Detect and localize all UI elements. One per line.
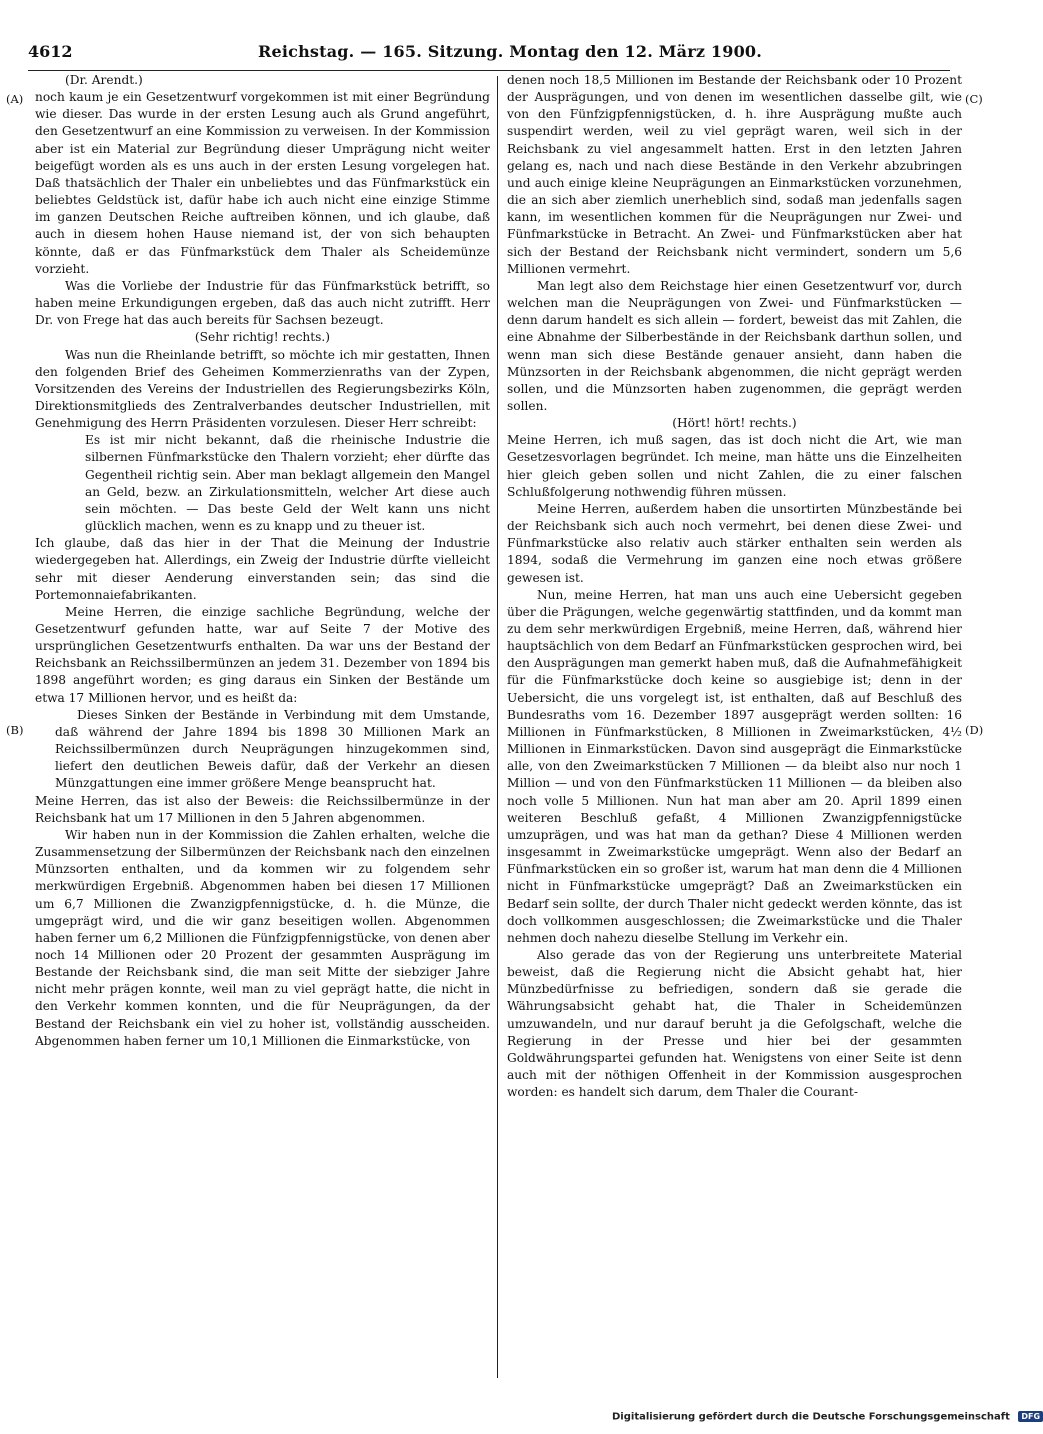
paragraph: Meine Herren, ich muß sagen, das ist doch nicht die Art, wie man Gesetzesvorlagen begründet. Ich meine, man hätte uns die Einzelheiten hier gleich geben sollen und nicht Zahlen, die zu einer falschen Schlußfolgerung nothwendig führen müssen. [507, 433, 962, 499]
quoted-motive: Dieses Sinken der Bestände in Verbindung mit dem Umstande, daß während der Jahre 1894 bis 1898 30 Millionen Mark an Reichssilbermünzen durch Neuprägungen hinzugekommen sind, liefert den deutlichen Beweis dafür, daß der Verkehr an diesen Münzgattungen eine immer größere Menge beansprucht hat. [55, 707, 490, 791]
speaker-label: (Dr. Arendt.) [65, 73, 143, 87]
paragraph: Wir haben nun in der Kommission die Zahlen erhalten, welche die Zusammensetzung der Silbermünzen der Reichsbank nach den einzelnen Münzsorten enthalten, und da kommen wir zu folgendem sehr merkwürdigen Ergebniß. Abgenommen haben bei diesen 17 Millionen um 6,7 Millionen die Zwanzigpfennigstücke, d. h. die Münze, die umgeprägt wird, und die wir ganz beseitigen wollen. Abgenommen haben ferner um 6,2 Millionen die Fünfzigpfennigstücke, von denen aber noch 14 Millionen oder 20 Prozent der gesammten Ausprägung im Bestande der Reichsbank sind, die man seit Mitte der siebziger Jahre nicht mehr prägen konnte, weil man zu viel geprägt hatte, die nicht in den Verkehr kommen konnten, und die für Neuprägungen, da der Bestand der Reichsbank ein viel zu hoher ist, vollständig ausscheiden. Abgenommen haben ferner um 10,1 Millionen die Einmarkstücke, von [35, 827, 490, 1048]
paragraph: denen noch 18,5 Millionen im Bestande der Reichsbank oder 10 Prozent der Ausprägungen, und von denen im wesentlichen dasselbe gilt, wie von den Fünfzigpfennigstücken, d. h. ihre Ausprägung mußte auch suspendirt werden, weil zu viel geprägt waren, weil sich in der Reichsbank zu viel angesammelt hatten. Erst in den letzten Jahren gelang es, nach und nach diese Bestände in den Verkehr abzubringen und auch einige kleine Neuprägungen an Einmarkstücken vorzunehmen, die an sich aber ziemlich unerheblich sind, sodaß man jedenfalls sagen kann, im wesentlichen kommen für die Neuprägungen nur Zwei- und Fünfmarkstücke in Betracht. An Zwei- und Fünfmarkstücken aber hat sich der Bestand der Reichsbank nicht vermindert, sondern um 5,6 Millionen vermehrt. [507, 73, 962, 276]
column-divider [497, 76, 498, 1378]
interjection: (Hört! hört! rechts.) [672, 416, 797, 431]
header-rule [28, 70, 950, 71]
paragraph: Ich glaube, daß das hier in der That die Meinung der Industrie wiedergegeben hat. Allerdings, ein Zweig der Industrie dürfte vielleicht sehr mit dieser Aenderung einverstanden sein; das sind die Portemonnaiefabrikanten. [35, 536, 490, 602]
quoted-letter: Es ist mir nicht bekannt, daß die rheinische Industrie die silbernen Fünfmarkstücke den Thalern vorzieht; eher dürfte das Gegentheil richtig sein. Aber man beklagt allgemein den Mangel an Geld, bezw. an Zirkulationsmitteln, welcher Art diese auch sein möchten. — Das beste Geld der Welt kann uns nicht glücklich machen, wenn es zu knapp und zu theuer ist. [85, 433, 490, 534]
margin-marker-c: (C) [965, 92, 983, 106]
interjection: (Sehr richtig! rechts.) [194, 330, 331, 345]
paragraph: Meine Herren, das ist also der Beweis: die Reichssilbermünze in der Reichsbank hat um 17 Millionen in den 5 Jahren abgenommen. [35, 793, 490, 825]
paragraph: Man legt also dem Reichstage hier einen Gesetzentwurf vor, durch welchen man die Neuprägungen von Zwei- und Fünfmarkstücken — denn darum handelt es sich allein — fordert, beweist das mit Zahlen, die eine Abnahme der Silberbestände in der Reichsbank darthun sollen, und wenn man sich diese Bestände genauer ansieht, dann haben die Münzsorten in der Reichsbank abgenommen, die nicht geprägt werden sollen, und die Münzsorten haben zugenommen, die geprägt werden sollen. [507, 278, 962, 413]
credit-text: Digitalisierung gefördert durch die Deutsche Forschungsgemeinschaft [612, 1411, 1010, 1423]
paragraph: Meine Herren, außerdem haben die unsortirten Münzbestände bei der Reichsbank sich auch noch vermehrt, bei denen diese Zwei- und Fünfmarkstücke also relativ auch stärker enthalten sein werden als 1894, sodaß die Vermehrung im ganzen eine noch etwas größere gewesen ist. [507, 501, 962, 585]
right-column [507, 72, 962, 1101]
page-header [28, 42, 950, 68]
paragraph: Nun, meine Herren, hat man uns auch eine Uebersicht gegeben über die Prägungen, welche gegenwärtig stattfinden, und da kommt man zu dem sehr merkwürdigen Ergebniß, meine Herren, daß, während hier hauptsächlich von dem Bedarf an Fünfmarkstücken gesprochen wird, bei den Ausprägungen man gemerkt haben muß, daß die Aufnahmefähigkeit für die Fünfmarkstücke doch keine so ausgiebige ist; denn in der Uebersicht, die uns vorgelegt ist, ist enthalten, daß auf Beschluß des Bundesraths vom 16. Dezember 1897 ausgeprägt werden sollten: 16 Millionen in Fünfmarkstücken, 8 Millionen in Zweimarkstücken, 4½ Millionen in Einmarkstücken. Davon sind ausgeprägt die Einmarkstücke alle, von den Zweimarkstücken 7 Millionen — da bleibt also nur noch 1 Million — und von den Fünfmarkstücken 11 Millionen — da bleiben also noch volle 5 Millionen. Nun hat man aber am 20. April 1899 einen weiteren Beschluß gefaßt, 4 Millionen Zwanzigpfennigstücke umzuprägen, und was hat man da gethan? Diese 4 Millionen werden insgesammt in Zweimarkstücke umgeprägt. Wenn also der Bedarf an Fünfmarkstücken ein so großer ist, warum hat man denn die 4 Millionen nicht in Fünfmarkstücke umgeprägt? Daß an Zweimarkstücken ein Bedarf sein sollte, der durch Thaler nicht gedeckt werden könnte, das ist doch vollkommen ausgeschlossen; die Zweimarkstücke und die Thaler nehmen doch nahezu dieselbe Stellung im Verkehr ein. [507, 587, 962, 945]
page-number: 4612 [28, 42, 73, 61]
paragraph: Also gerade das von der Regierung uns unterbreitete Material beweist, daß die Regierung nicht die Absicht gehabt hat, hier Münzbedürfnisse zu befriedigen, sondern daß sie gerade die Währungsabsicht gehabt hat, die Thaler in Scheidemünzen umzuwandeln, und nur darauf beruht ja die Gefolgschaft, welche die Regierung in der Presse und hier bei der gesammten Goldwährungspartei gefunden hat. Wenigstens von einer Seite ist denn auch mit der nöthigen Offenheit in der Kommission ausgesprochen worden: es handelt sich darum, dem Thaler die Courant- [507, 947, 962, 1100]
paragraph: noch kaum je ein Gesetzentwurf vorgekommen ist mit einer Begründung wie dieser. Das wurde in der ersten Lesung auch als Grund angeführt, den Gesetzentwurf an eine Kommission zu verweisen. In der Kommission aber ist ein Material zur Begründung dieser Umprägung nicht weiter beigefügt worden als es uns auch in der ersten Lesung vorgelegen hat. Daß thatsächlich der Thaler ein unbeliebtes und das Fünfmarkstück ein beliebtes Geldstück ist, dafür habe ich auch nicht eine einzige Stimme im ganzen Deutschen Reiche auftreiben können, und ich glaube, daß auch in diesem hohen Hause niemand ist, der von sich behaupten könnte, daß er das Fünfmarkstück dem Thaler als Scheidemünze vorzieht. [35, 90, 490, 276]
paragraph: Meine Herren, die einzige sachliche Begründung, welche der Gesetzentwurf gefunden hatte, war auf Seite 7 der Motive des ursprünglichen Gesetzentwurfs enthalten. Da war uns der Bestand der Reichsbank an Reichssilbermünzen an jedem 31. Dezember von 1894 bis 1898 angeführt worden; es ging daraus ein Sinken der Bestände um etwa 17 Millionen hervor, und es heißt da: [35, 604, 490, 705]
paragraph: Was die Vorliebe der Industrie für das Fünfmarkstück betrifft, so haben meine Erkundigungen ergeben, daß das auch nicht zutrifft. Herr Dr. von Frege hat das auch bereits für Sachsen bezeugt. [35, 278, 490, 328]
running-title: Reichstag. — 165. Sitzung. Montag den 12. März 1900. [258, 42, 763, 61]
paragraph: Was nun die Rheinlande betrifft, so möchte ich mir gestatten, Ihnen den folgenden Brief des Geheimen Kommerzienraths van der Zypen, Vorsitzenden des Vereins der Industriellen des Regierungsbezirks Köln, Direktionsmitglieds des Zentralverbandes deutscher Industriellen, mit Genehmigung des Herrn Präsidenten vorzulesen. Dieser Herr schreibt: [35, 347, 490, 431]
margin-marker-a: (A) [6, 92, 24, 106]
margin-marker-d: (D) [965, 723, 984, 737]
dfg-logo: DFG [1018, 1411, 1043, 1422]
margin-marker-b: (B) [6, 723, 24, 737]
left-column [35, 72, 490, 1050]
digitization-credit [612, 1411, 1041, 1427]
